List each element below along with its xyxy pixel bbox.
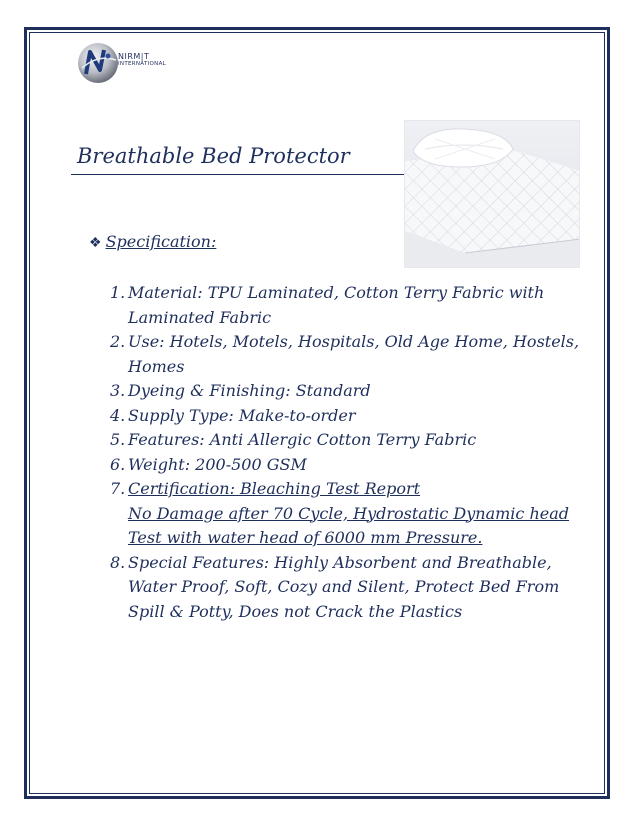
list-item-number: 5. [110, 430, 126, 449]
list-item [110, 477, 580, 551]
list-item-text: Dyeing & Finishing: Standard [128, 381, 371, 400]
list-item-number: 8. [110, 552, 126, 572]
list-item-number: 4. [110, 405, 126, 425]
specification-heading-text: Specification: [105, 232, 217, 251]
document-title: Breathable Bed Protector [77, 144, 350, 168]
certification-detail-line-2: Test with water head of 6000 mm Pressure. [128, 528, 483, 547]
logo-subtitle: INTERNATIONAL [118, 61, 166, 67]
specification-list [110, 281, 580, 624]
title-underline-rule [71, 174, 404, 175]
logo-wordmark [118, 52, 166, 68]
list-item [110, 281, 580, 330]
list-item [110, 379, 580, 404]
diamond-bullet-icon: ❖ [89, 235, 102, 251]
list-item [110, 330, 580, 379]
list-item [110, 453, 580, 478]
list-item-number: 2. [110, 332, 126, 351]
company-logo [76, 40, 206, 86]
list-item-number: 3. [110, 381, 126, 400]
mattress-protector-illustration [405, 121, 580, 268]
specification-heading [89, 232, 216, 251]
list-item [110, 404, 580, 429]
list-item-text: Weight: 200-500 GSM [128, 454, 307, 474]
list-item [110, 428, 580, 453]
certification-detail-line-1: No Damage after 70 Cycle, Hydrostatic Dynamic head [128, 503, 570, 523]
list-item-text: Special Features: Highly Absorbent and Breathable, Water Proof, Soft, Cozy and Silent, Protect Bed From Spill & Potty, Does not Crack the Plastics [128, 552, 560, 621]
list-item-number: 1. [110, 283, 126, 302]
list-item-text: Features: Anti Allergic Cotton Terry Fabric [128, 430, 477, 449]
list-item-number: 6. [110, 454, 126, 474]
list-item-text: Supply Type: Make-to-order [128, 405, 356, 425]
certification-text: Certification: Bleaching Test Report [128, 479, 421, 498]
list-item-text: Use: Hotels, Motels, Hospitals, Old Age Home, Hostels, Homes [128, 332, 580, 376]
logo-globe-icon [76, 40, 120, 86]
list-item-number: 7. [110, 479, 126, 498]
list-item [110, 551, 580, 625]
list-item-text: Material: TPU Laminated, Cotton Terry Fabric with Laminated Fabric [128, 283, 545, 327]
product-image [404, 120, 580, 268]
logo-name: NIRM|T [118, 52, 150, 61]
